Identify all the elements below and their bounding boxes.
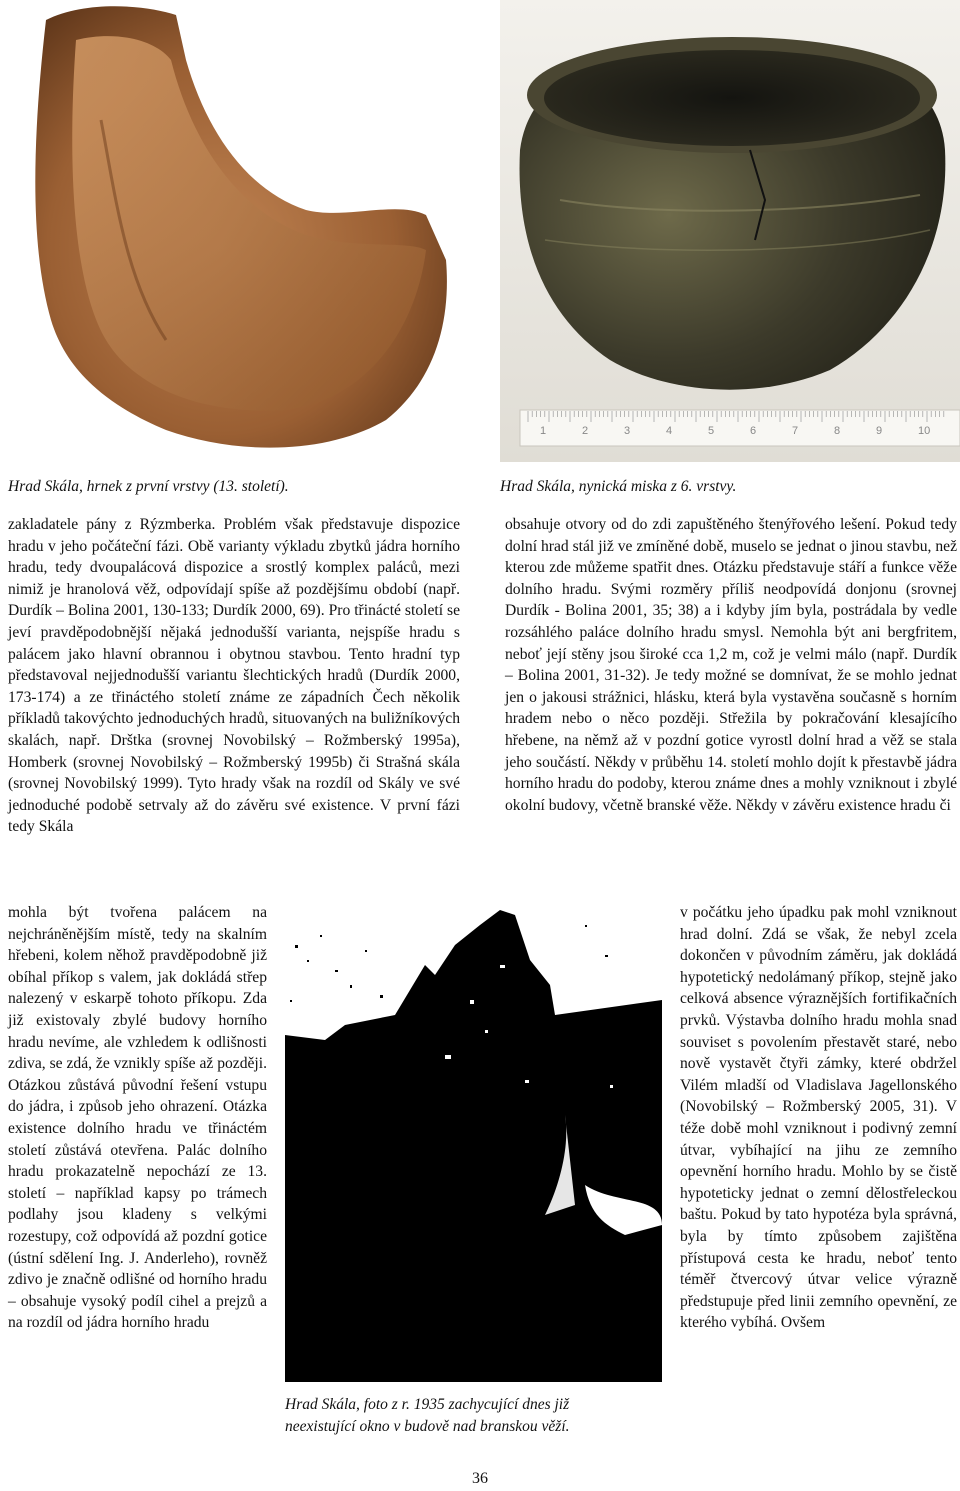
left-narrow-column-text	[8, 902, 267, 1334]
ruler-mark-label: 10	[918, 425, 931, 437]
ruler-mark-label: 7	[792, 425, 799, 437]
left-photo-caption: Hrad Skála, hrnek z první vrstvy (13. století).	[8, 478, 289, 495]
ruler-mark-label: 6	[750, 425, 757, 437]
castle-caption-line-1: Hrad Skála, foto z r. 1935 zachycující dnes již	[285, 1396, 570, 1413]
right-column-paragraph: obsahuje otvory od do zdi zapuštěného štenýřového lešení. Pokud tedy dolní hrad stál již ve zmíněné době, muselo se jednat o jinou stavbu, než kterou zde můžeme spatřit dnes. Otázku představuje stáří a funkce věže dolního hradu. Svými rozměry příliš neodpovídá donjonu (srovnej Durdík - Bolina 2001, 35; 38) a i kdyby jím byla, postrádala by vedle rozsáhlého paláce dolního hradu smysl. Nemohla být ani bergfritem, neboť její stěny jsou široké cca 1,2 m, což je velmi málo (např. Durdík – Bolina 2001, 31-32). Je tedy možné se domnívat, že se mohlo jednat jen o jakousi strážnici, hlásku, která byla vystavěna současně s horním hradem nebo o něco později. Střežila by pokračování klesajícího hřebene, na němž až v pozdní gotice vyrostl dolní hrad a věž se stala jeho součástí. Někdy v průběhu 14. století mohlo dojít k přestavbě jádra horního hradu do podoby, kterou známe dnes a mohly vzniknout i zbylé okolní budovy, včetně branské věže. Někdy v závěru existence hradu či	[505, 516, 957, 814]
page-number: 36	[472, 1470, 488, 1487]
castle-window-photo	[285, 905, 662, 1382]
ruler-mark-label: 3	[624, 425, 631, 437]
right-column-text	[505, 514, 957, 816]
ruler-mark-label: 9	[876, 425, 883, 437]
left-column-text	[8, 514, 460, 838]
ceramic-cup-photo	[6, 0, 460, 462]
dark-bowl-photo	[500, 0, 960, 462]
right-narrow-paragraph: v počátku jeho úpadku pak mohl vzniknout hrad dolní. Zdá se však, že nebyl zcela dokončen v původním záměru, jak dokládá hypotetický nedolámaný příkop, stejně jako celková absence výraznějších fortifikačních prvků. Výstavba dolního hradu mohla snad souviset s povolením přestavět staré, nebo nově vystavět čtyři zámky, které obdržel Vilém mladší od Vladislava Jagellonského (Novobilský – Rožmberský 2005, 31). V téže době mohl vzniknout i podivný zemní útvar, vybíhající na jihu ze zemního opevnění horního hradu. Mohlo by se čistě hypoteticky jednat o zemní dělostřeleckou baštu. Pokud by tato hypotéza byla správná, byla by tímto způsobem zajištěna přístupová cesta ke hradu, neboť tento téměř čtvercový útvar velice výrazně předstupuje před linii zemního opevnění, ze kterého vybíhá. Ovšem	[680, 904, 957, 1332]
ruler-mark-label: 1	[540, 425, 547, 437]
right-photo-caption: Hrad Skála, nynická miska z 6. vrstvy.	[500, 478, 737, 495]
ruler-mark-label: 4	[666, 425, 673, 437]
left-column-paragraph: zakladatele pány z Rýzmberka. Problém však představuje dispozice hradu v jeho počáteční fázi. Obě varianty výkladu zbytků jádra horního hradu, tedy dvoupalácová dispozice a srostlý komplex paláců, mezi nimiž je hranolová věž, odpovídají spíše až pozdějšímu období (např. Durdík – Bolina 2001, 130-133; Durdík 2000, 69). Pro třinácté století se jeví pravděpodobnější nějaká jednodušší varianta, nejspíše hradu s palácem jako hlavní obrannou i obytnou stavbou. Tento hradní typ představoval nejjednodušší variantu šlechtických hradů (Durdík 2000, 173-174) a ze třináctého století známe ze západních Čech několik příkladů takovýchto jednoduchých hradů, situovaných na buližníkových skalách, např. Drštka (srovnej Novobilský – Rožmberský 1995a), Homberk (srovnej Novobilský – Rožmberský 1995b) či Strašná skála (srovnej Novobilský 1999). Tyto hrady však na rozdíl od Skály ve své jednoduché podobě setrvaly až do závěru své existence. V první fázi tedy Skála	[8, 516, 460, 836]
ruler-mark-label: 5	[708, 425, 715, 437]
right-narrow-column-text	[680, 902, 957, 1334]
castle-photo-caption	[285, 1394, 675, 1438]
castle-caption-line-2: neexistující okno v budově nad branskou věží.	[285, 1418, 570, 1435]
left-narrow-paragraph: mohla být tvořena palácem na nejchráněnějším místě, tedy na skalním hřebeni, kolem něhož pravděpodobně již obíhal příkop s valem, jak dokládá střep nalezený v eskarpě tohoto příkopu. Zda již existovaly zbylé budovy horního hradu nevíme, ale vzhledem k odlišnosti zdiva, se zdá, že vznikly spíše až později. Otázkou zůstává původní řešení vstupu do jádra, i způsob jeho ohrazení. Otázka existence dolního hradu ve třináctém století zůstává otevřena. Palác dolního hradu prokazatelně nepochází ze 13. století – například kapsy po trámech podlahy jsou kladeny s velkými rozestupy, což odpovídá až pozdní gotice (ústní sdělení Ing. J. Anderleho), rovněž zdivo je značně odlišné od horního hradu – obsahuje vysoký podíl cihel a prejzů a na rozdíl od jádra horního hradu	[8, 904, 267, 1332]
ruler-mark-label: 8	[834, 425, 841, 437]
ruler-mark-label: 2	[582, 425, 589, 437]
